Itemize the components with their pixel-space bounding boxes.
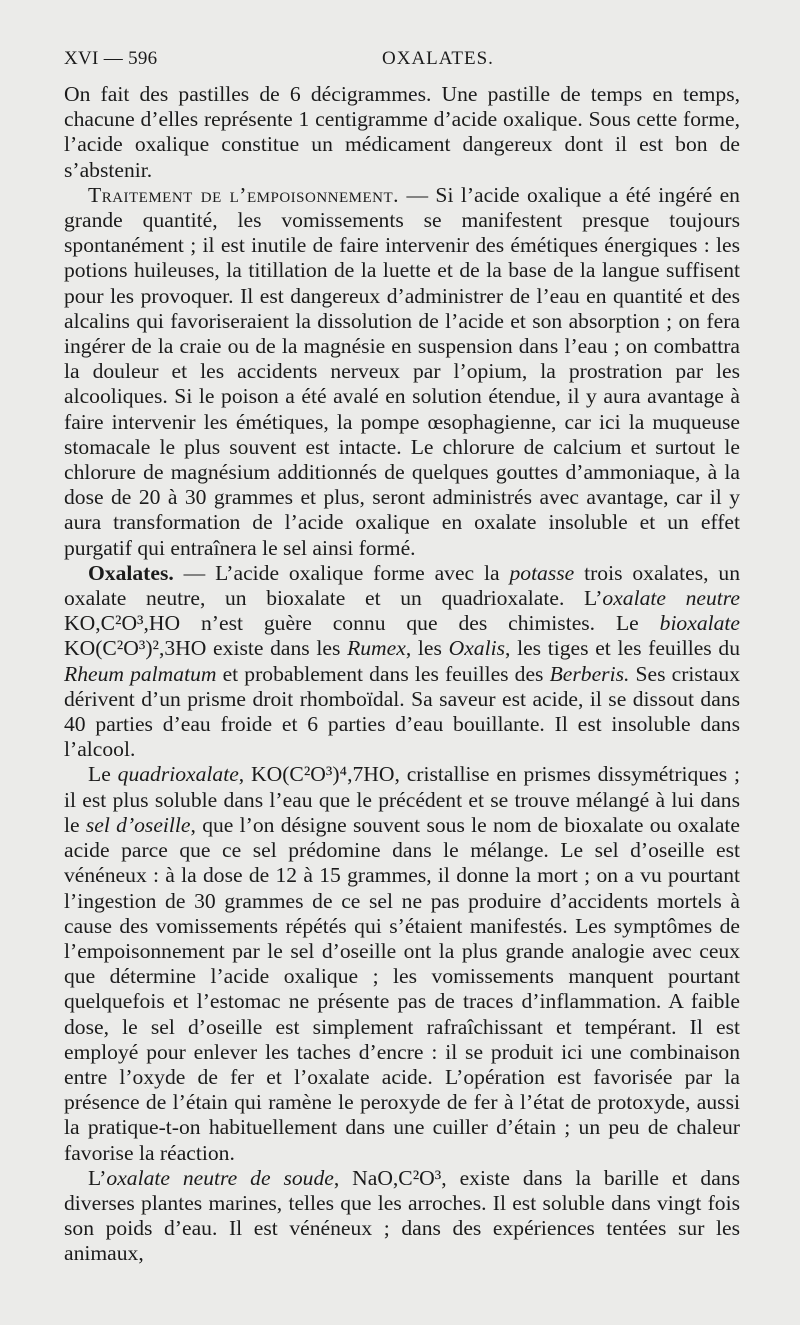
italic-term: quadrioxalate — [117, 762, 239, 787]
body-text — [64, 82, 740, 1267]
paragraph-oxalates — [64, 561, 740, 763]
text-run: , que l’on désigne souvent sous le nom de bioxalate ou oxalate acide parce que ce sel prédomine dans le mélange. Le sel d’oseille est vénéneux : à la dose de 12 à 15 grammes, il donne la mort ; on a vu pourtant l’ingestion de 30 grammes de ce sel ne pas produire d’accidents mortels à cause des vomissements répétés qui s’étaient manifestés. Les symptômes de l’empoisonnement par le sel d’oseille ont la plus grande analogie avec ceux que détermine l’acide oxalique ; les vomissements manquent pourtant quelquefois et l’estomac ne présente pas de traces d’inflammation. A faible dose, le sel d’oseille est simplement rafraîchissant et tempérant. Il est employé pour enlever les taches d’encre : il se produit ici une combinaison entre l’oxyde de fer et l’oxalate acide. L’opération est favorisée par la présence de l’étain qui ramène le peroxyde de fer à l’état de protoxyde, aussi la pratique-t-on habituellement dans une cuiller d’étain ; un peu de chaleur favorise la réaction. — [64, 812, 741, 1165]
italic-term: sel d’oseille — [85, 812, 191, 837]
text-run: Le — [88, 762, 118, 787]
paragraph-oxalate-soude — [64, 1166, 740, 1267]
italic-term: oxalate neutre de soude — [106, 1165, 334, 1190]
section-heading: Traitement de l’empoisonnement. — [88, 182, 400, 207]
paragraph-text: — Si l’acide oxalique a été ingéré en grande quantité, les vomissements se manifestent presque toujours spontanément ; il est inutile de faire intervenir des émétiques énergiques : les potions huileuses, la titillation de la luette et de la base de la langue suffisent pour les provoquer. Il est dangereux d’administrer de l’eau en quantité et des alcalins qui favoriseraient la dissolution de l’acide et son absorption ; on fera ingérer de la craie ou de la magnésie en suspension dans l’eau ; on combattra la douleur et les accidents nerveux par l’opium, la prostration par les alcooliques. Si le poison a été avalé en solution étendue, il y aura avantage à faire intervenir les émétiques, la pompe œsophagienne, car ici la muqueuse stomacale le plus souvent est intacte. Le chlorure de calcium et surtout le chlorure de magnésium additionnés de quelques gouttes d’ammoniaque, à la dose de 20 à 30 grammes et plus, seront administrés avec avantage, car il y aura transformation de l’acide oxalique en oxalate insoluble et un effet purgatif qui entraînera le sel ainsi formé. — [64, 182, 740, 560]
page-number: XVI — 596 — [64, 48, 158, 69]
italic-term: Rheum palmatum — [64, 661, 217, 686]
paragraph-traitement — [64, 183, 740, 561]
text-run: et probablement dans les feuilles des — [216, 661, 550, 686]
italic-term: Oxalis — [448, 636, 505, 661]
text-run: Ses cristaux dérivent d’un prisme droit rhomboïdal. Sa saveur est acide, il se dissout dans 40 parties d’eau froide et 6 parties d’eau bouillante. Il est insoluble dans l’alcool. — [64, 661, 740, 762]
text-run: , KO(C²O³)⁴,7HO, cristallise en prismes dissymétriques ; il est plus soluble dans l’eau que le précédent et se trouve mélangé à lui dans le — [64, 762, 740, 837]
text-run: L’ — [88, 1165, 107, 1190]
paragraph-quadrioxalate — [64, 762, 740, 1165]
text-run: , les — [405, 636, 449, 661]
section-heading: Oxalates. — [88, 560, 174, 585]
text-run: , les tiges et les feuilles du — [504, 636, 740, 661]
italic-term: Rumex — [347, 636, 406, 661]
italic-term: potasse — [509, 560, 575, 585]
text-run: trois oxalates, un oxalate neutre, un bioxalate et un quadrioxalate. L’ — [64, 560, 740, 611]
italic-term: bioxalate — [659, 611, 740, 636]
paragraph-text: On fait des pastilles de 6 décigrammes. Une pastille de temps en temps, chacune d’elles représente 1 centigramme d’acide oxalique. Sous cette forme, l’acide oxalique constitue un médicament dangereux dont il est bon de s’abstenir. — [64, 82, 740, 182]
text-run: — L’acide oxalique forme avec la — [173, 560, 510, 585]
paragraph-pastilles — [64, 82, 740, 183]
italic-term: Berberis. — [549, 661, 630, 686]
text-run: KO,C²O³,HO n’est guère connu que des chimistes. Le — [64, 611, 660, 636]
running-title: OXALATES. — [382, 48, 494, 69]
text-run: KO(C²O³)²,3HO existe dans les — [64, 636, 348, 661]
text-run: , NaO,C²O³, existe dans la barille et dans diverses plantes marines, telles que les arroches. Il est soluble dans vingt fois son poids d’eau. Il est vénéneux ; dans des expériences tentées sur les animaux, — [64, 1165, 740, 1266]
italic-term: oxalate neutre — [602, 586, 740, 611]
